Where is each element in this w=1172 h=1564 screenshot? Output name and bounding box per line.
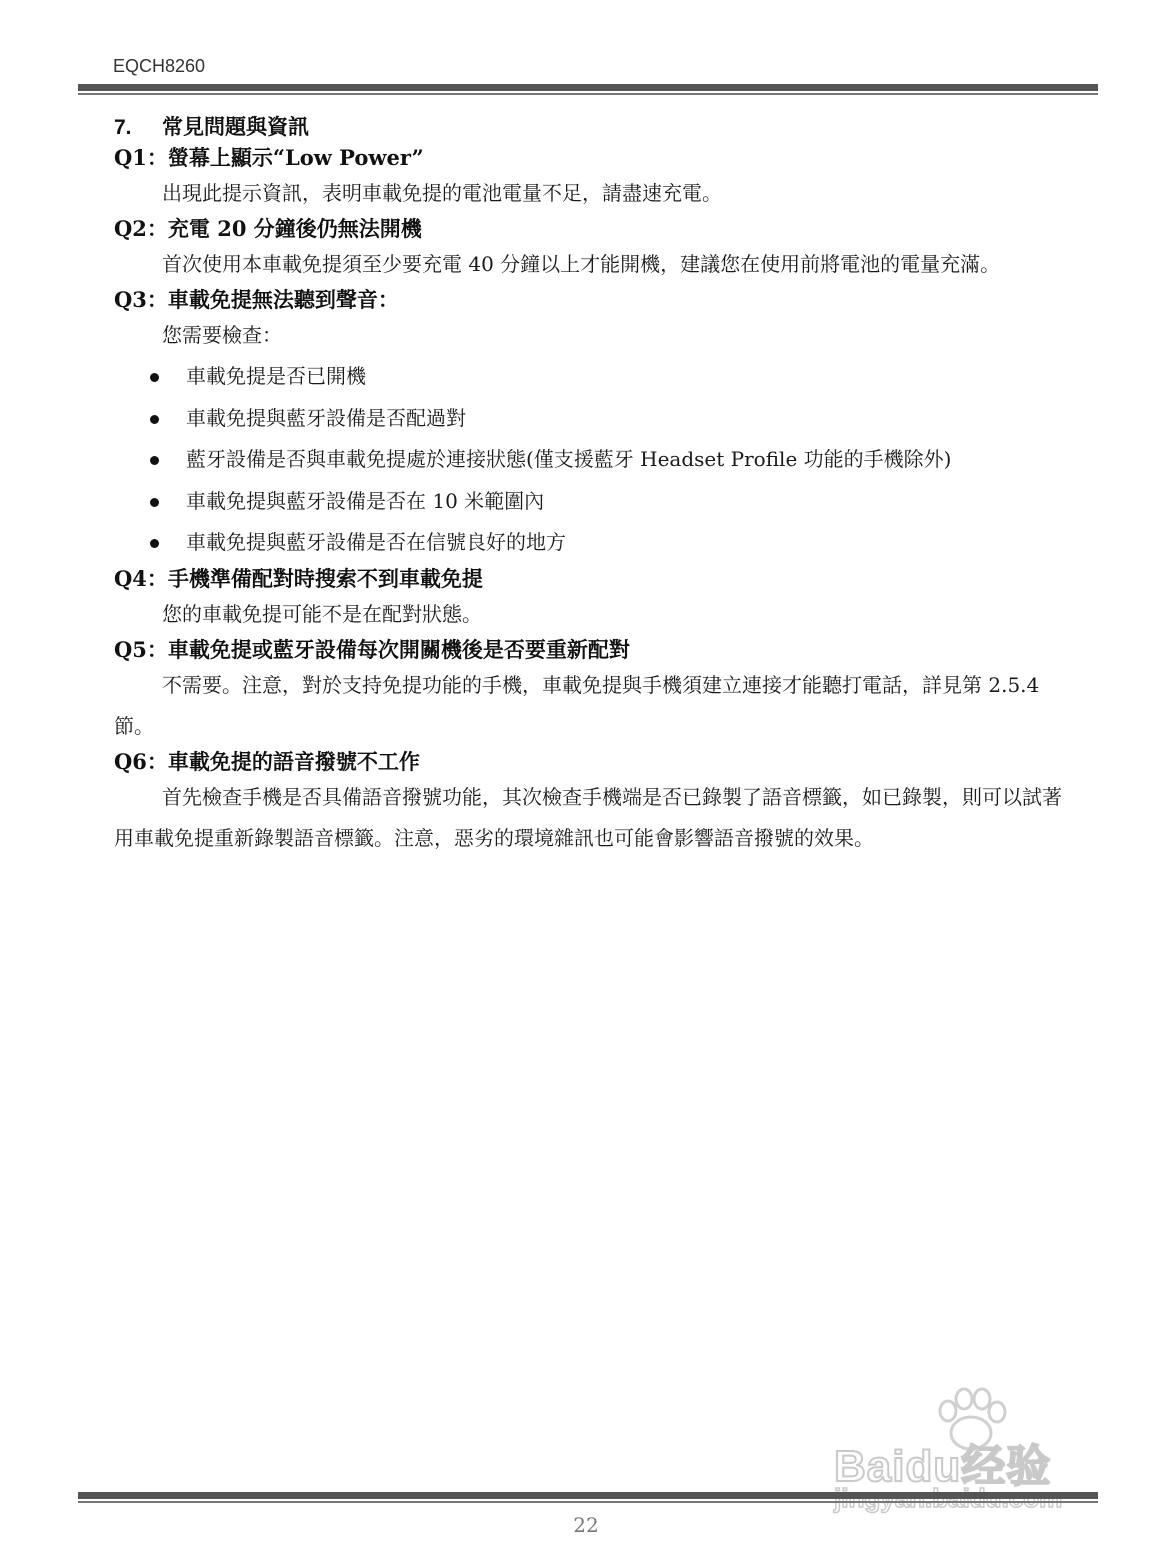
footer-rule-thick [78, 1492, 1098, 1499]
list-item [114, 439, 1064, 481]
faq-item-q6 [114, 747, 1064, 859]
list-item-text: 車載免提與藍牙設備是否在信號良好的地方 [186, 530, 566, 554]
list-item [114, 356, 1064, 398]
faq-item-q3 [114, 285, 1064, 564]
watermark-logo: Baidu经验 [834, 1442, 1052, 1491]
page-number: 22 [573, 1513, 599, 1537]
list-item-text: 車載免提與藍牙設備是否在 10 米範圍內 [186, 488, 545, 513]
list-item-text: 車載免提與藍牙設備是否配過對 [186, 405, 466, 430]
question-q3: Q3：車載免提無法聽到聲音： [114, 287, 399, 312]
answer-q2: 首次使用本車載免提須至少要充電 40 分鐘以上才能開機，建議您在使用前將電池的電量充滿。 [162, 252, 1001, 276]
bullet-icon [150, 373, 159, 382]
list-item [114, 481, 1064, 523]
footer-rule-thin [78, 1501, 1098, 1503]
header-rule-thin [78, 93, 1098, 95]
question-q1: Q1：螢幕上顯示“Low Power” [114, 145, 424, 170]
question-q6: Q6：車載免提的語音撥號不工作 [114, 748, 420, 774]
faq-item-q4 [114, 564, 1064, 635]
section-heading [114, 113, 1064, 143]
question-q4: Q4：手機準備配對時搜索不到車載免提 [114, 565, 483, 591]
bullet-icon [150, 456, 159, 465]
faq-item-q2 [114, 214, 1064, 285]
list-item [114, 522, 1064, 564]
list-item [114, 398, 1064, 440]
list-item-text: 車載免提是否已開機 [186, 364, 366, 388]
checklist [114, 356, 1064, 564]
bullet-icon [150, 415, 159, 424]
answer-q6: 首先檢查手機是否具備語音撥號功能，其次檢查手機端是否已錄製了語音標籤，如已錄製，則可以試著用車載免提重新錄製語音標籤。注意，惡劣的環境雜訊也可能會影響語音撥號的效果。 [114, 784, 1062, 850]
bullet-icon [150, 498, 159, 507]
header-rule-thick [78, 84, 1098, 91]
faq-content [114, 113, 1064, 859]
faq-item-q1 [114, 143, 1064, 214]
answer-q3: 您需要檢查： [162, 323, 282, 347]
answer-q5: 不需要。注意，對於支持免提功能的手機，車載免提與手機須建立連接才能聽打電話，詳見第 2.5.4 節。 [114, 672, 1040, 738]
document-code: EQCH8260 [113, 56, 206, 76]
question-q5: Q5：車載免提或藍牙設備每次開關機後是否要重新配對 [114, 636, 630, 662]
section-title: 常見問題與資訊 [162, 116, 309, 139]
answer-q4: 您的車載免提可能不是在配對狀態。 [162, 601, 482, 626]
answer-q1: 出現此提示資訊，表明車載免提的電池電量不足，請盡速充電。 [162, 181, 722, 205]
list-item-text: 藍牙設備是否與車載免提處於連接狀態(僅支援藍牙 Headset Profile 功能的手機除外) [186, 447, 952, 471]
section-number: 7. [114, 116, 132, 139]
question-q2: Q2：充電 20 分鐘後仍無法開機 [114, 216, 422, 241]
bullet-icon [150, 539, 159, 548]
faq-item-q5 [114, 635, 1064, 747]
